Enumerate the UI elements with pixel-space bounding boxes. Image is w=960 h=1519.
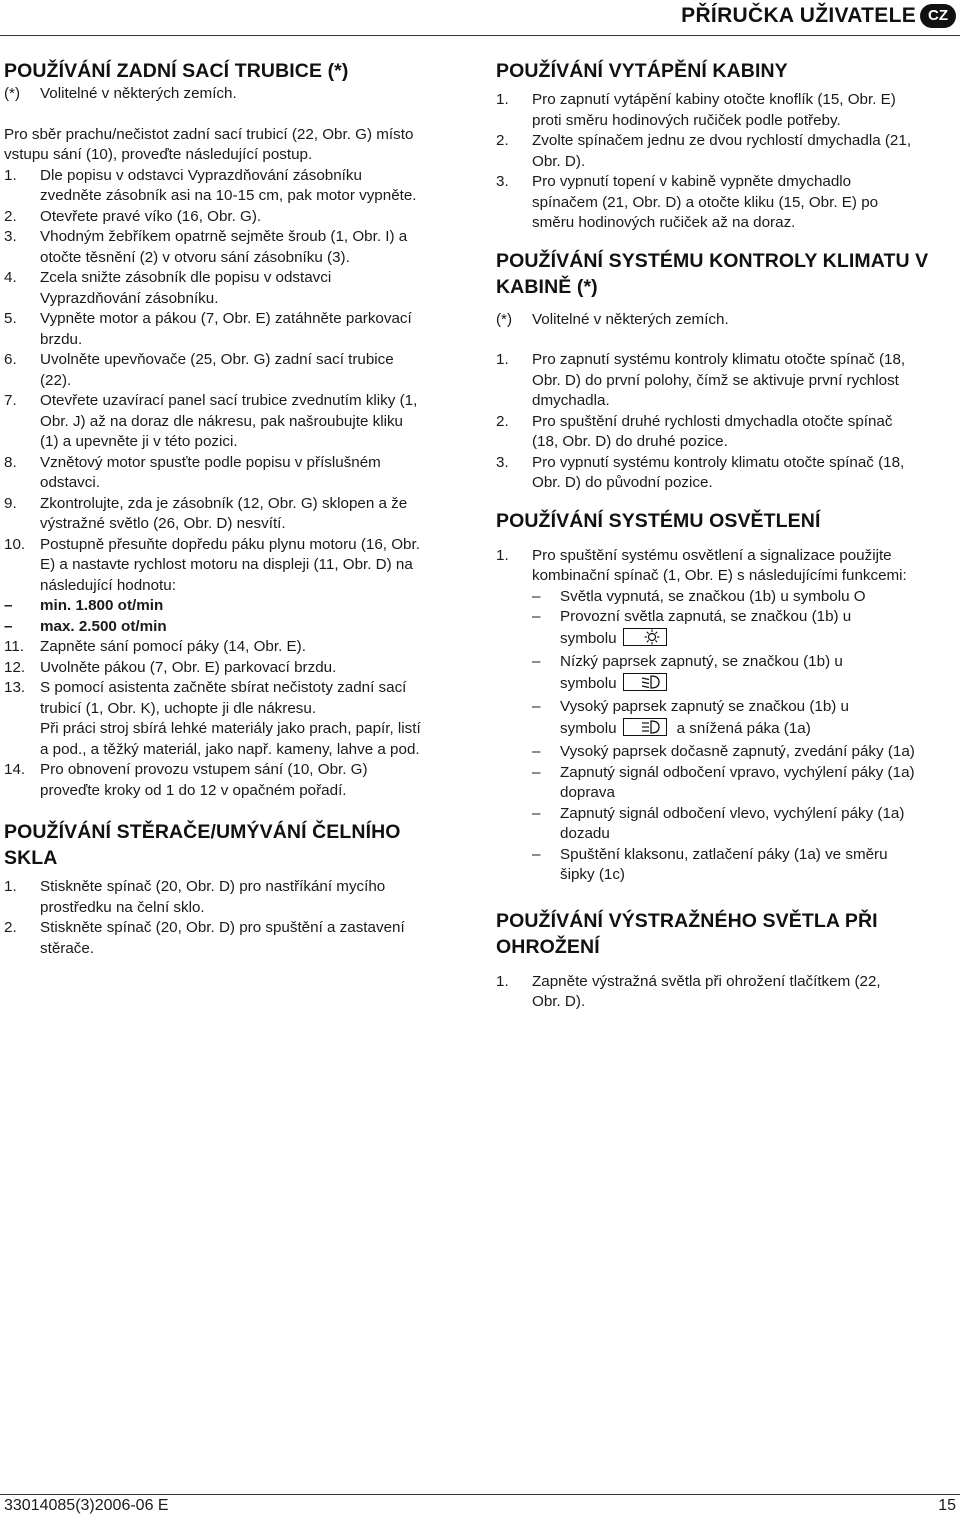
list-item: – Vysoký paprsek dočasně zapnutý, zvedání páky (1a) [532,743,915,760]
page-header [0,0,960,36]
list-item: 7. Otevřete uzavírací panel sací trubice zvednutím kliky (1, Obr. J) až na doraz dle nákresu, pak našroubujte kliku (1) a upevněte ji v této pozici. [4,392,418,450]
section-title-hazard-lights: POUŽÍVÁNÍ VÝSTRAŽNÉHO SVĚTLA PŘI OHROŽENÍ [496,909,878,958]
list-item: – Zapnutý signál odbočení vpravo, vychýlení páky (1a) doprava [532,763,915,801]
list-item: – Vysoký paprsek zapnutý se značkou (1b) u symbolu a snížená páka (1a) [496,697,960,742]
language-badge: CZ [920,4,956,28]
section-title-cabin-heating: POUŽÍVÁNÍ VYTÁPĚNÍ KABINY [496,60,788,82]
step-list [4,166,470,802]
step-list [496,972,960,1013]
list-item: 14. Pro obnovení provozu vstupem sání (10, Obr. G) proveďte kroky od 1 do 12 v opačném pořadí. [4,761,368,799]
page-number: 15 [938,1497,956,1514]
list-item: 2. Zvolte spínačem jednu ze dvou rychlostí dmychadla (21, Obr. D). [496,132,912,170]
list-item: 3. Pro vypnutí systému kontroly klimatu otočte spínač (18, Obr. D) do původní pozice. [496,453,905,491]
sun-icon [623,628,667,653]
list-item: 1. Pro zapnutí vytápění kabiny otočte knoflík (15, Obr. E) proti směru hodinových ručiček podle potřeby. [496,91,896,129]
list-item: – Světla vypnutá, se značkou (1b) u symbolu O [532,587,866,605]
step-list [496,350,960,494]
step-list [496,90,960,234]
list-item: 13. S pomocí asistenta začněte sbírat nečistoty zadní sací trubicí (1, Obr. K), uchopte ji dle nákresu. Při práci stroj sbírá lehké materiály jako prach, papír, listí a pod., a těžký materiál, jako např. kameny, lahve a pod. [4,679,421,758]
list-item: – Spuštění klaksonu, zatlačení páky (1a) ve směru šipky (1c) [532,845,888,883]
speed-max: – max. 2.500 ot/min [4,617,167,635]
list-item: 1. Pro spuštění systému osvětlení a signalizace použijte kombinační spínač (1, Obr. E) s následujícími funkcemi: [496,546,907,584]
optional-note: (*) Volitelné v některých zemích. [4,85,237,102]
list-item: – Nízký paprsek zapnutý, se značkou (1b) u symbolu [496,652,960,697]
step-list [4,877,470,959]
list-item: 4. Zcela snižte zásobník dle popisu v odstavci Vyprazdňování zásobníku. [4,269,332,307]
list-item: 1. Dle popisu v odstavci Vyprazdňování zásobníku zvedněte zásobník asi na 10-15 cm, pak motor vypněte. [4,166,417,204]
list-item: 2. Otevřete pravé víko (16, Obr. G). [4,207,262,225]
speed-min: – min. 1.800 ot/min [4,597,164,614]
right-column [496,58,960,1013]
document-code: 33014085(3)2006-06 E [4,1497,169,1514]
list-item: 2. Stiskněte spínač (20, Obr. D) pro spuštění a zastavení stěrače. [4,919,405,957]
list-item: 3. Pro vypnutí topení v kabině vypněte dmychadlo spínačem (21, Obr. D) a otočte kliku (15, Obr. E) po směru hodinových ručiček až na doraz. [496,173,879,231]
list-item: 12. Uvolněte pákou (7, Obr. E) parkovací brzdu. [4,658,337,676]
list-item: 5. Vypněte motor a pákou (7, Obr. E) zatáhněte parkovací brzdu. [4,310,412,348]
list-item: 2. Pro spuštění druhé rychlosti dmychadla otočte spínač (18, Obr. D) do druhé pozice. [496,412,893,450]
section-title-climate-control: POUŽÍVÁNÍ SYSTÉMU KONTROLY KLIMATU V KABINĚ (*) [496,249,929,298]
optional-note: (*) Volitelné v některých zemích. [496,310,729,328]
left-column [4,58,470,959]
list-item: – Provozní světla zapnutá, se značkou (1b) u symbolu [496,607,960,652]
list-item: 10. Postupně přesuňte dopředu páku plynu motoru (16, Obr. E) a nastavte rychlost motoru na displeji (11, Obr. D) na následující hodnotu: [4,535,420,594]
list-item: – Zapnutý signál odbočení vlevo, vychýlení páky (1a) dozadu [532,804,905,842]
section-title-lighting: POUŽÍVÁNÍ SYSTÉMU OSVĚTLENÍ [496,509,821,532]
header-divider [0,35,960,36]
footer-divider [0,1494,960,1495]
list-item: 3. Vhodným žebříkem opatrně sejměte šroub (1, Obr. I) a otočte těsnění (2) v otvoru sání zásobníku (3). [4,228,408,266]
list-item: 1. Pro zapnutí systému kontroly klimatu otočte spínač (18, Obr. D) do první polohy, čímž se aktivuje první rychlost dmychadla. [496,351,906,409]
intro-paragraph: Pro sběr prachu/nečistot zadní sací trubicí (22, Obr. G) místo vstupu sání (10), proveďte následující postup. [4,125,414,163]
low-beam-icon [623,673,667,698]
list-item: 1. Stiskněte spínač (20, Obr. D) pro nastříkání mycího prostředku na čelní sklo. [4,878,386,916]
high-beam-icon [623,718,667,743]
list-item: 11. Zapněte sání pomocí páky (14, Obr. E). [4,638,306,655]
list-item: 1. Zapněte výstražná světla při ohrožení tlačítkem (22, Obr. D). [496,972,881,1010]
list-item: 8. Vznětový motor spusťte podle popisu v příslušném odstavci. [4,453,381,491]
header-title: PŘÍRUČKA UŽIVATELE [681,4,916,27]
list-item: 6. Uvolněte upevňovače (25, Obr. G) zadní sací trubice (22). [4,351,394,389]
lighting-list [496,546,960,886]
section-title-rear-suction: POUŽÍVÁNÍ ZADNÍ SACÍ TRUBICE (*) [4,60,349,82]
list-item: 9. Zkontrolujte, zda je zásobník (12, Obr. G) sklopen a že výstražné světlo (26, Obr. D) nesvítí. [4,494,408,532]
section-title-wiper: POUŽÍVÁNÍ STĚRAČE/UMÝVÁNÍ ČELNÍHO SKLA [4,821,401,869]
